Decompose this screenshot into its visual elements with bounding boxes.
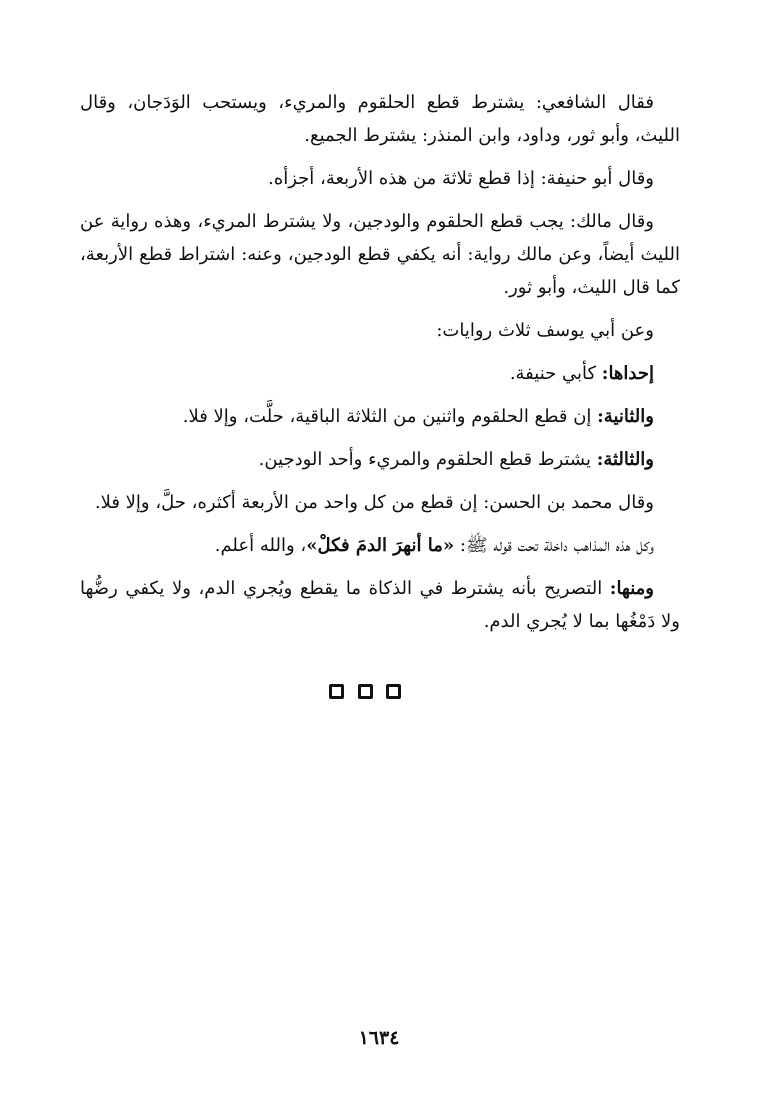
lead-word: والثالثة: (596, 449, 654, 470)
paragraph-abu-hanifa: وقال أبو حنيفة: إذا قطع ثلاثة من هذه الأربعة، أجزأه. (268, 168, 654, 189)
square-ornament-icon (329, 684, 344, 699)
paragraph-abu-yusuf: وعن أبي يوسف ثلاث روايات: (436, 320, 654, 341)
hadith-quote: «ما أنهرَ الدمَ فكلْ» (306, 535, 455, 556)
paragraph-muhammad: وقال محمد بن الحسن: إن قطع من كل واحد من الأربعة أكثره، حلَّ، وإلا فلا. (94, 492, 654, 513)
section-end-ornament (329, 684, 401, 699)
square-ornament-icon (358, 684, 373, 699)
square-ornament-icon (386, 684, 401, 699)
paragraph-second-narration: والثانية: إن قطع الحلقوم واثنين من الثلاثة الباقية، حلَّت، وإلا فلا. (182, 406, 654, 427)
lead-word: ومنها: (609, 578, 654, 599)
paragraph-third-narration: والثالثة: يشترط قطع الحلقوم والمريء وأحد الودجين. (258, 449, 654, 470)
paragraph-shafii: فقال الشافعي: يشترط قطع الحلقوم والمريء، ويستحب الوَدَجان، وقال الليث، وأبو ثور، وداود، وابن المنذر: يشترط الجميع. (80, 92, 680, 146)
paragraph-final: ومنها: التصريح بأنه يشترط في الذكاة ما يقطع ويُجري الدم، ولا يكفي رضُّها ولا دَمْغُها بما لا يُجري الدم. (80, 578, 680, 632)
page-number: ١٦٣٤ (358, 1027, 400, 1049)
paragraph-hadith: وكل هذه المذاهب داخلة تحت قوله ﷺ: «ما أنهرَ الدمَ فكلْ»، والله أعلم. (214, 535, 654, 556)
paragraph-first-narration: إحداها: كأبي حنيفة. (509, 363, 654, 384)
paragraph-malik: وقال مالك: يجب قطع الحلقوم والودجين، ولا يشترط المريء، وهذه رواية عن الليث أيضاً، وعن مالك رواية: أنه يكفي قطع الودجين، وعنه: اشتراط قطع الأربعة، كما قال الليث، وأبو ثور. (80, 211, 680, 298)
lead-word: والثانية: (597, 406, 654, 427)
body-text (80, 86, 680, 638)
lead-word: إحداها: (601, 363, 654, 384)
